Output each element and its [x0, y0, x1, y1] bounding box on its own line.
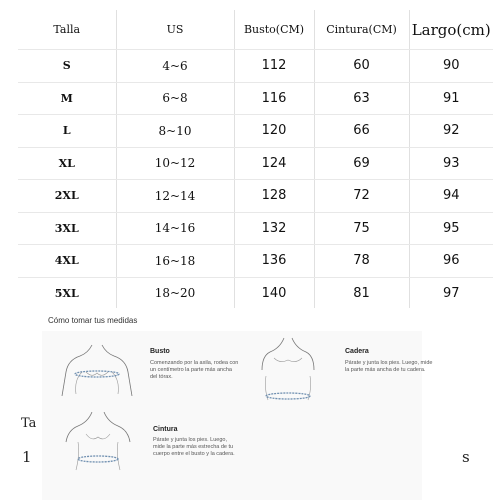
cell-cintura: 63: [314, 82, 409, 115]
busto-body-illustration: [52, 336, 142, 396]
cell-cintura: 72: [314, 180, 409, 213]
cell-busto: 112: [234, 50, 314, 83]
cell-talla: 4XL: [18, 245, 116, 278]
cell-us: 18~20: [116, 277, 234, 310]
size-chart-table: [18, 10, 493, 310]
cell-busto: 116: [234, 82, 314, 115]
cell-busto: 136: [234, 245, 314, 278]
cell-us: 14~16: [116, 212, 234, 245]
cell-largo: 90: [409, 50, 493, 83]
cadera-description: Párate y junta los pies. Luego, mide la parte más ancha de tu cadera.: [345, 360, 433, 373]
measurement-guide-overlay: [0, 308, 495, 500]
cell-largo: 91: [409, 82, 493, 115]
background-fragment-left-top: Ta: [21, 416, 37, 431]
cell-busto: 140: [234, 277, 314, 310]
header-talla: Talla: [18, 10, 116, 50]
cadera-body-illustration: [248, 336, 328, 402]
cell-cintura: 81: [314, 277, 409, 310]
cintura-body-illustration: [58, 412, 138, 472]
cell-talla: M: [18, 82, 116, 115]
cell-talla: 3XL: [18, 212, 116, 245]
cell-busto: 128: [234, 180, 314, 213]
table-row: [18, 50, 493, 83]
cadera-label: Cadera: [345, 348, 369, 355]
cell-busto: 124: [234, 147, 314, 180]
cell-busto: 120: [234, 115, 314, 148]
measurement-guide-title: Cómo tomar tus medidas: [48, 316, 138, 325]
cell-talla: 2XL: [18, 180, 116, 213]
cell-largo: 94: [409, 180, 493, 213]
busto-description: Comenzando por la axila, rodea con un centímetro la parte más ancha del tórax.: [150, 360, 239, 380]
size-chart-header-row: [18, 10, 493, 50]
cell-us: 16~18: [116, 245, 234, 278]
cintura-description: Párate y junta los pies. Luego, mide la parte más estrecha de tu cuerpo entre el busto y la cadera.: [153, 437, 235, 457]
cell-talla: S: [18, 50, 116, 83]
cell-largo: 93: [409, 147, 493, 180]
cell-us: 10~12: [116, 147, 234, 180]
cell-talla: 5XL: [18, 277, 116, 310]
cell-cintura: 66: [314, 115, 409, 148]
cell-talla: XL: [18, 147, 116, 180]
header-us: US: [116, 10, 234, 50]
cell-cintura: 69: [314, 147, 409, 180]
cell-us: 12~14: [116, 180, 234, 213]
table-row: [18, 180, 493, 213]
table-row: [18, 212, 493, 245]
table-row: [18, 245, 493, 278]
cell-us: 4~6: [116, 50, 234, 83]
background-fragment-left-bottom: 1: [22, 448, 32, 466]
cell-largo: 97: [409, 277, 493, 310]
cell-largo: 95: [409, 212, 493, 245]
table-row: [18, 277, 493, 310]
cell-cintura: 60: [314, 50, 409, 83]
cell-busto: 132: [234, 212, 314, 245]
cell-cintura: 75: [314, 212, 409, 245]
cell-largo: 92: [409, 115, 493, 148]
background-fragment-right-bottom: s: [462, 448, 470, 466]
table-row: [18, 115, 493, 148]
cell-us: 6~8: [116, 82, 234, 115]
header-busto: Busto(CM): [234, 10, 314, 50]
cintura-label: Cintura: [153, 426, 178, 433]
header-largo: Largo(cm): [409, 10, 493, 50]
table-row: [18, 82, 493, 115]
header-cintura: Cintura(CM): [314, 10, 409, 50]
table-row: [18, 147, 493, 180]
cell-talla: L: [18, 115, 116, 148]
busto-label: Busto: [150, 348, 170, 355]
cell-largo: 96: [409, 245, 493, 278]
cell-cintura: 78: [314, 245, 409, 278]
cell-us: 8~10: [116, 115, 234, 148]
